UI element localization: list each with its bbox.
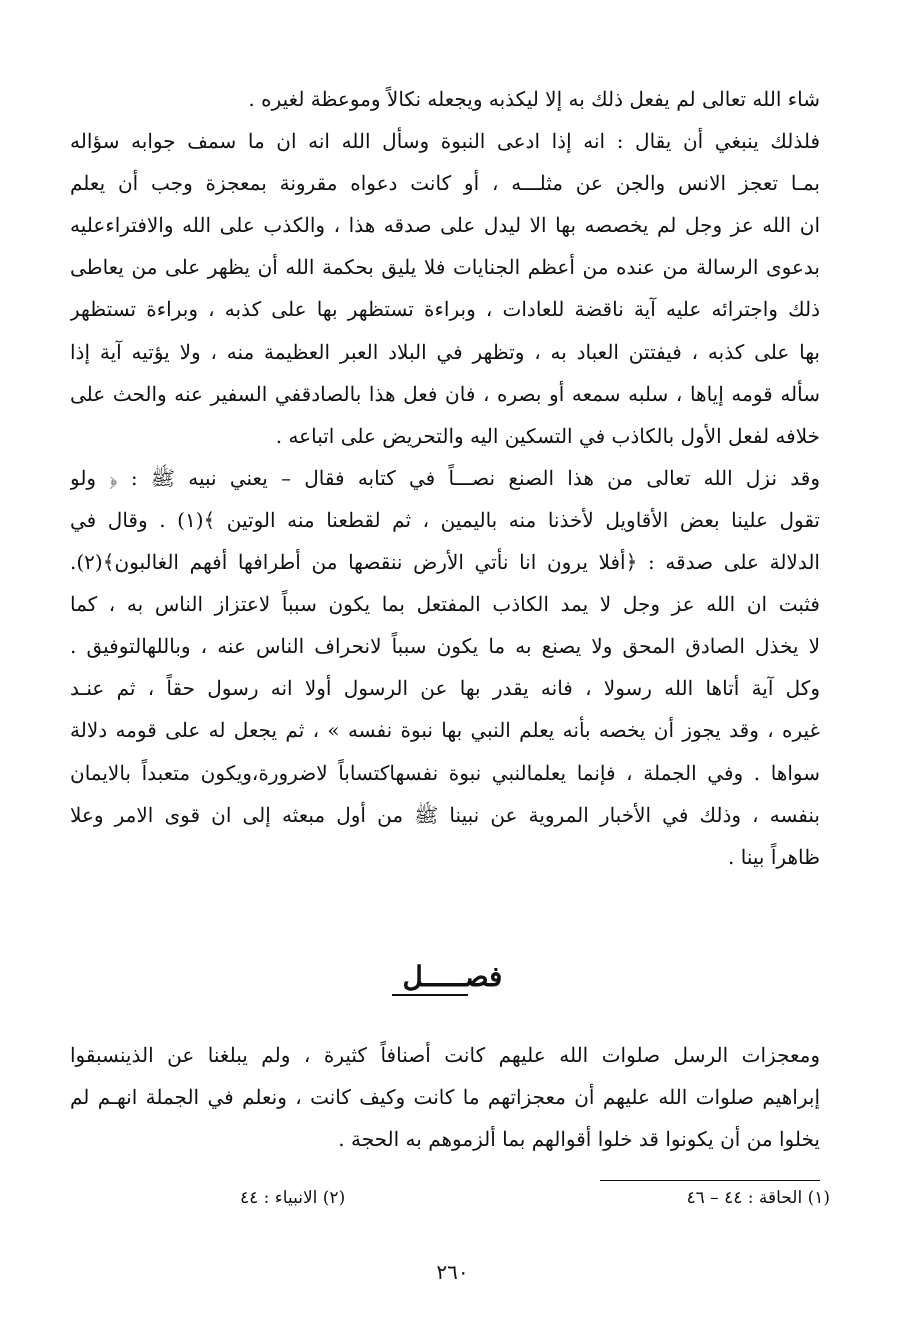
- text-line: ان الله عز وجل لم يخصصه بها الا ليدل على صدقه هذا ، والكذب على الله والافتراءعليه: [70, 213, 820, 238]
- text-line: ومعجزات الرسل صلوات الله عليهم كانت أصنافاً كثيرة ، ولم يبلغنا عن الذينسبقوا: [70, 1043, 820, 1067]
- text-line: إبراهيم صلوات الله عليهم أن معجزاتهم ما كانت وكيف كانت ، ونعلم في الجملة انهـم لم: [70, 1085, 820, 1110]
- footnote-2: (٢) الانبياء : ٤٤: [240, 1188, 346, 1208]
- text-line: خلافه لفعل الأول بالكاذب في التسكين اليه والتحريض على اتباعه .: [275, 423, 820, 448]
- text-line: بدعوى الرسالة من عنده من أعظم الجنايات فلا يليق بحكمة الله أن يظهر على من يعاطى: [70, 255, 820, 280]
- main-text: [70, 78, 820, 878]
- text-line: بمـا تعجز الانس والجن عن مثلـــه ، أو كانت دعواه مقرونة بمعجزة وجب أن يعلم: [70, 171, 820, 196]
- text-line: فلذلك ينبغي أن يقال : انه إذا ادعى النبوة وسأل الله انه ان ما سمف جوابه سؤاله: [70, 129, 820, 154]
- text-line: سواها . وفي الجملة ، فإنما يعلمالنبي نبوة نفسهاكتساباً لاضرورة،ويكون متعبداً بالايمان: [70, 760, 820, 785]
- text-line: لا يخذل الصادق المحق ولا يصنع به ما يكون سبباً لانحراف الناس عنه ، وباللهالتوفيق .: [70, 634, 820, 659]
- page-number: ٢٦٠: [436, 1260, 469, 1284]
- text-line: غيره ، وقد يجوز أن يخصه بأنه يعلم النبي بها نبوة نفسه » ، ثم يجعل له على قومه دلالة: [70, 718, 820, 743]
- text-line: ذلك واجترائه عليه آية ناقضة للعادات ، وبراءة تستظهر بها على كذبه ، وبراءة تستظهر: [70, 297, 820, 322]
- footnote-1: (١) الحاقة : ٤٤ – ٤٦: [686, 1188, 830, 1208]
- section-heading: فصـــــل: [402, 960, 503, 993]
- text-line: ظاهراً بينا .: [728, 844, 820, 869]
- text-line: بها على كذبه ، فيفتتن العباد به ، وتظهر في البلاد العبر العظيمة منه ، ولا يؤتيه آية إذا: [70, 339, 820, 364]
- text-line: بنفسه ، وذلك في الأخبار المروية عن نبينا ﷺ من أول مبعثه إلى ان قوى الامر وعلا: [70, 802, 820, 827]
- heading-underline: [392, 994, 468, 996]
- text-line: وكل آية أتاها الله رسولا ، فانه يقدر بها عن الرسول أولا انه رسول حقاً ، ثم عنـد: [70, 676, 820, 701]
- text-line: سأله قومه إياها ، سلبه سمعه أو بصره ، فان فعل هذا بالصادقفي السفير عنه والحث على: [70, 381, 820, 406]
- footnote-divider: [600, 1180, 820, 1181]
- section-text: [70, 1033, 820, 1159]
- text-line: الدلالة على صدقه : ﴿أفلا يرون انا نأتي الأرض ننقصها من أطرافها أفهم الغالبون﴾(٢).: [70, 550, 820, 575]
- text-line: فثبت ان الله عز وجل لا يمد الكاذب المفتعل بما يكون سبباً لاعتزاز الناس به ، كما: [70, 592, 820, 617]
- text-line: شاء الله تعالى لم يفعل ذلك به إلا ليكذبه ويجعله نكالاً وموعظة لغيره .: [248, 87, 820, 111]
- text-line: تقول علينا بعض الأقاويل لأخذنا منه باليمين ، ثم لقطعنا منه الوتين ﴾(١) . وقال في: [70, 507, 820, 532]
- text-line: يخلوا من أن يكونوا قد خلوا أقوالهم بما ألزموهم به الحجة .: [338, 1127, 820, 1152]
- footnotes: [240, 1188, 830, 1208]
- text-line: وقد نزل الله تعالى من هذا الصنع نصـــاً في كتابه فقال – يعني نبيه ﷺ : ﴿ ولو: [70, 465, 820, 490]
